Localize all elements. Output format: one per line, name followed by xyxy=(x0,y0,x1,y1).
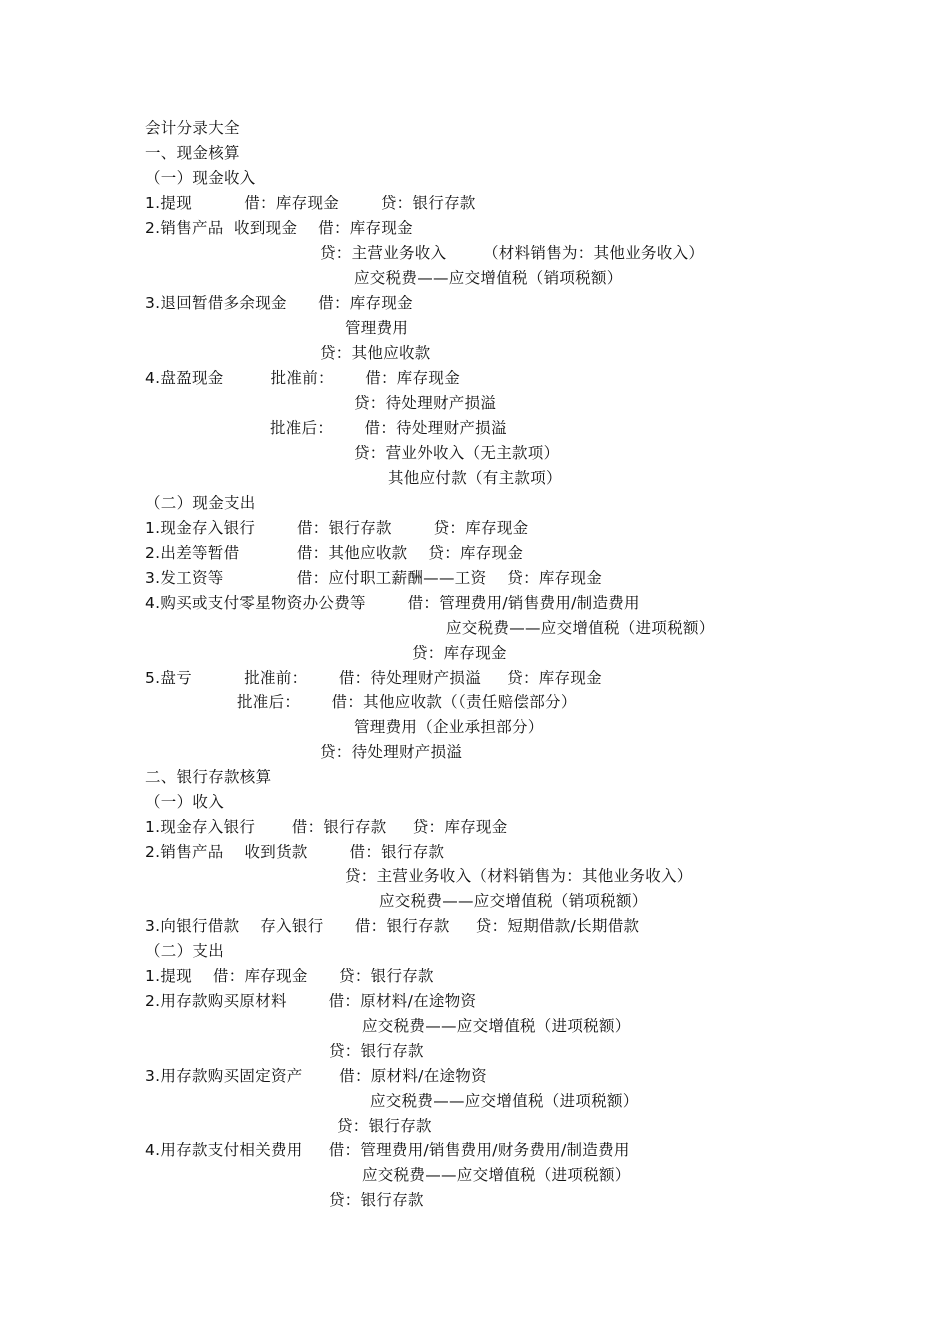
entry-line: 管理费用 xyxy=(345,319,409,337)
entry-line: 应交税费——应交增值税（进项税额） xyxy=(362,1017,631,1035)
entry-line: 贷：其他应收款 xyxy=(320,344,431,362)
entry-line: 贷：营业外收入（无主款项） xyxy=(354,444,560,462)
subsection-heading: （二）支出 xyxy=(145,942,225,960)
document-title: 会计分录大全 xyxy=(145,119,240,137)
entry-line: 贷：银行存款 xyxy=(337,1117,432,1135)
entry-line: 4.用存款支付相关费用 借：管理费用/销售费用/财务费用/制造费用 xyxy=(145,1141,630,1159)
entry-line: 贷：待处理财产损溢 xyxy=(354,394,497,412)
entry-line: 3.退回暂借多余现金 借：库存现金 xyxy=(145,294,413,312)
entry-line: 贷：主营业务收入 （材料销售为：其他业务收入） xyxy=(320,244,705,262)
subsection-heading: （一）现金收入 xyxy=(145,169,256,187)
entry-line: 5.盘亏 批准前： 借：待处理财产损溢 贷：库存现金 xyxy=(145,669,602,687)
entry-line: 批准后： 借：其他应收款（（责任赔偿部分） xyxy=(237,693,577,711)
entry-line: 1.现金存入银行 借：银行存款 贷：库存现金 xyxy=(145,818,508,836)
entry-line: 应交税费——应交增值税（销项税额） xyxy=(354,269,623,287)
entry-line: 应交税费——应交增值税（销项税额） xyxy=(379,892,648,910)
entry-line: 贷：银行存款 xyxy=(329,1191,424,1209)
subsection-heading: （二）现金支出 xyxy=(145,494,256,512)
subsection-heading: （一）收入 xyxy=(145,793,225,811)
entry-line: 贷：待处理财产损溢 xyxy=(320,743,463,761)
entry-line: 2.销售产品 收到货款 借：银行存款 xyxy=(145,843,445,861)
entry-line: 应交税费——应交增值税（进项税额） xyxy=(362,1166,631,1184)
entry-line: 贷：主营业务收入（材料销售为：其他业务收入） xyxy=(345,867,693,885)
entry-line: 1.现金存入银行 借：银行存款 贷：库存现金 xyxy=(145,519,529,537)
entry-line: 贷：银行存款 xyxy=(329,1042,424,1060)
entry-line: 3.发工资等 借：应付职工薪酬——工资 贷：库存现金 xyxy=(145,569,603,587)
entry-line: 2.出差等暂借 借：其他应收款 贷：库存现金 xyxy=(145,544,524,562)
entry-line: 1.提现 借：库存现金 贷：银行存款 xyxy=(145,194,476,212)
entry-line: 4.购买或支付零星物资办公费等 借：管理费用/销售费用/制造费用 xyxy=(145,594,640,612)
entry-line: 批准后： 借：待处理财产损溢 xyxy=(270,419,507,437)
entry-line: 贷：库存现金 xyxy=(412,644,507,662)
entry-line: 应交税费——应交增值税（进项税额） xyxy=(370,1092,639,1110)
entry-line: 1.提现 借：库存现金 贷：银行存款 xyxy=(145,967,434,985)
entry-line: 应交税费——应交增值税（进项税额） xyxy=(446,619,715,637)
entry-line: 2.销售产品 收到现金 借：库存现金 xyxy=(145,219,413,237)
entry-line: 管理费用（企业承担部分） xyxy=(354,718,544,736)
entry-line: 4.盘盈现金 批准前： 借：库存现金 xyxy=(145,369,460,387)
section-heading: 一、现金核算 xyxy=(145,144,240,162)
entry-line: 其他应付款（有主款项） xyxy=(388,469,562,487)
entry-line: 3.用存款购买固定资产 借：原材料/在途物资 xyxy=(145,1067,487,1085)
section-heading: 二、银行存款核算 xyxy=(145,768,272,786)
entry-line: 2.用存款购买原材料 借：原材料/在途物资 xyxy=(145,992,477,1010)
entry-line: 3.向银行借款 存入银行 借：银行存款 贷：短期借款/长期借款 xyxy=(145,917,640,935)
